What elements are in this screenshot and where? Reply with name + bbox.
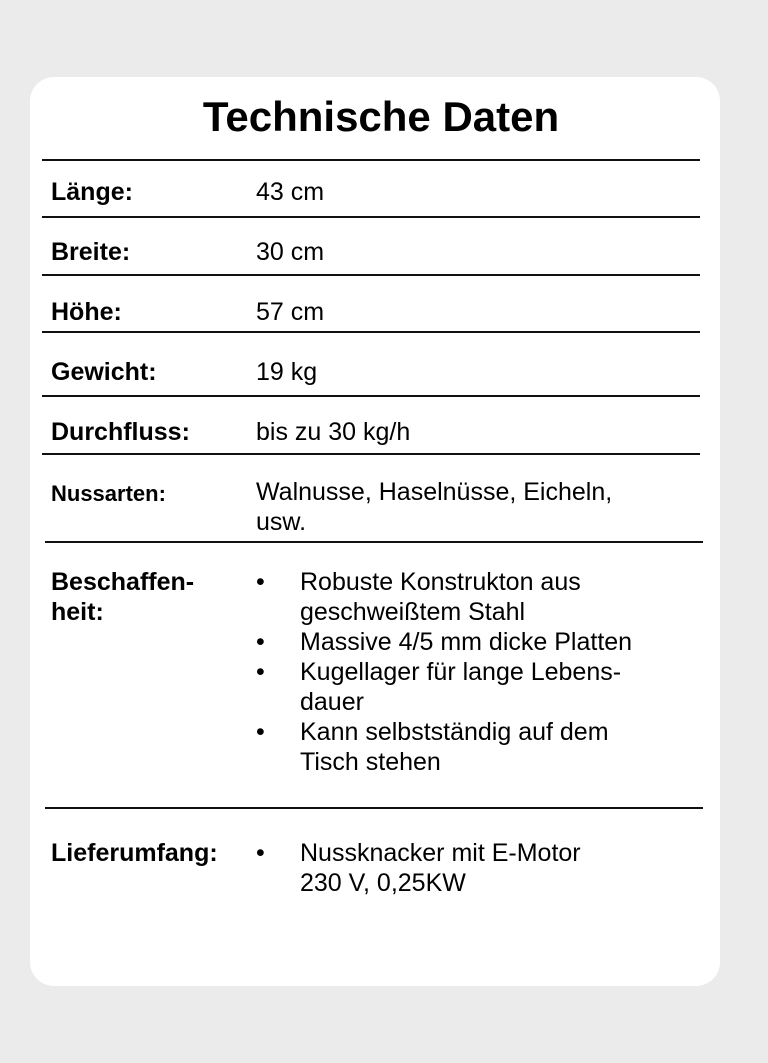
- bullet-icon: •: [256, 568, 265, 596]
- list-item-line: dauer: [300, 688, 364, 716]
- list-item-line: Nussknacker mit E-Motor: [300, 839, 581, 867]
- divider: [42, 395, 700, 397]
- row-value-gewicht: 19 kg: [256, 358, 318, 386]
- divider: [42, 331, 700, 333]
- row-value-nussarten-line2: usw.: [256, 508, 307, 536]
- divider: [42, 159, 700, 161]
- row-label-hoehe: Höhe:: [51, 298, 122, 326]
- bullet-icon: •: [256, 628, 265, 656]
- row-value-durchfluss: bis zu 30 kg/h: [256, 418, 411, 446]
- list-item-line: geschweißtem Stahl: [300, 598, 526, 626]
- divider: [42, 274, 700, 276]
- list-item-line: Kann selbstständig auf dem: [300, 718, 609, 746]
- row-label-lieferumfang: Lieferumfang:: [51, 839, 218, 867]
- divider: [42, 453, 700, 455]
- bullet-icon: •: [256, 658, 265, 686]
- list-item: [256, 717, 696, 777]
- list-item: [256, 657, 696, 717]
- divider: [42, 216, 700, 218]
- row-value-breite: 30 cm: [256, 238, 325, 266]
- row-value-laenge: 43 cm: [256, 178, 325, 206]
- row-value-nussarten-line1: Walnusse, Haselnüsse, Eicheln,: [256, 478, 613, 506]
- list-item: [256, 627, 696, 657]
- list-item-line: Kugellager für lange Lebens-: [300, 658, 622, 686]
- list-item: [256, 838, 696, 898]
- row-label-nussarten: Nussarten:: [51, 481, 166, 506]
- list-item-line: Robuste Konstrukton aus: [300, 568, 581, 596]
- list-item-line: 230 V, 0,25KW: [300, 869, 466, 897]
- row-label-beschaffenheit-line2: heit:: [51, 598, 104, 626]
- bullet-icon: •: [256, 839, 265, 867]
- row-label-gewicht: Gewicht:: [51, 358, 157, 386]
- divider: [45, 541, 703, 543]
- list-item: [256, 567, 696, 627]
- row-label-laenge: Länge:: [51, 178, 133, 206]
- divider: [45, 807, 703, 809]
- beschaffenheit-list: [256, 567, 696, 777]
- bullet-icon: •: [256, 718, 265, 746]
- row-label-durchfluss: Durchfluss:: [51, 418, 190, 446]
- row-label-breite: Breite:: [51, 238, 131, 266]
- lieferumfang-list: [256, 838, 696, 898]
- list-item-line: Tisch stehen: [300, 748, 441, 776]
- page-title: Technische Daten: [202, 93, 560, 140]
- list-item-line: Massive 4/5 mm dicke Platten: [300, 628, 633, 656]
- row-value-hoehe: 57 cm: [256, 298, 325, 326]
- row-label-beschaffenheit-line1: Beschaffen-: [51, 568, 195, 596]
